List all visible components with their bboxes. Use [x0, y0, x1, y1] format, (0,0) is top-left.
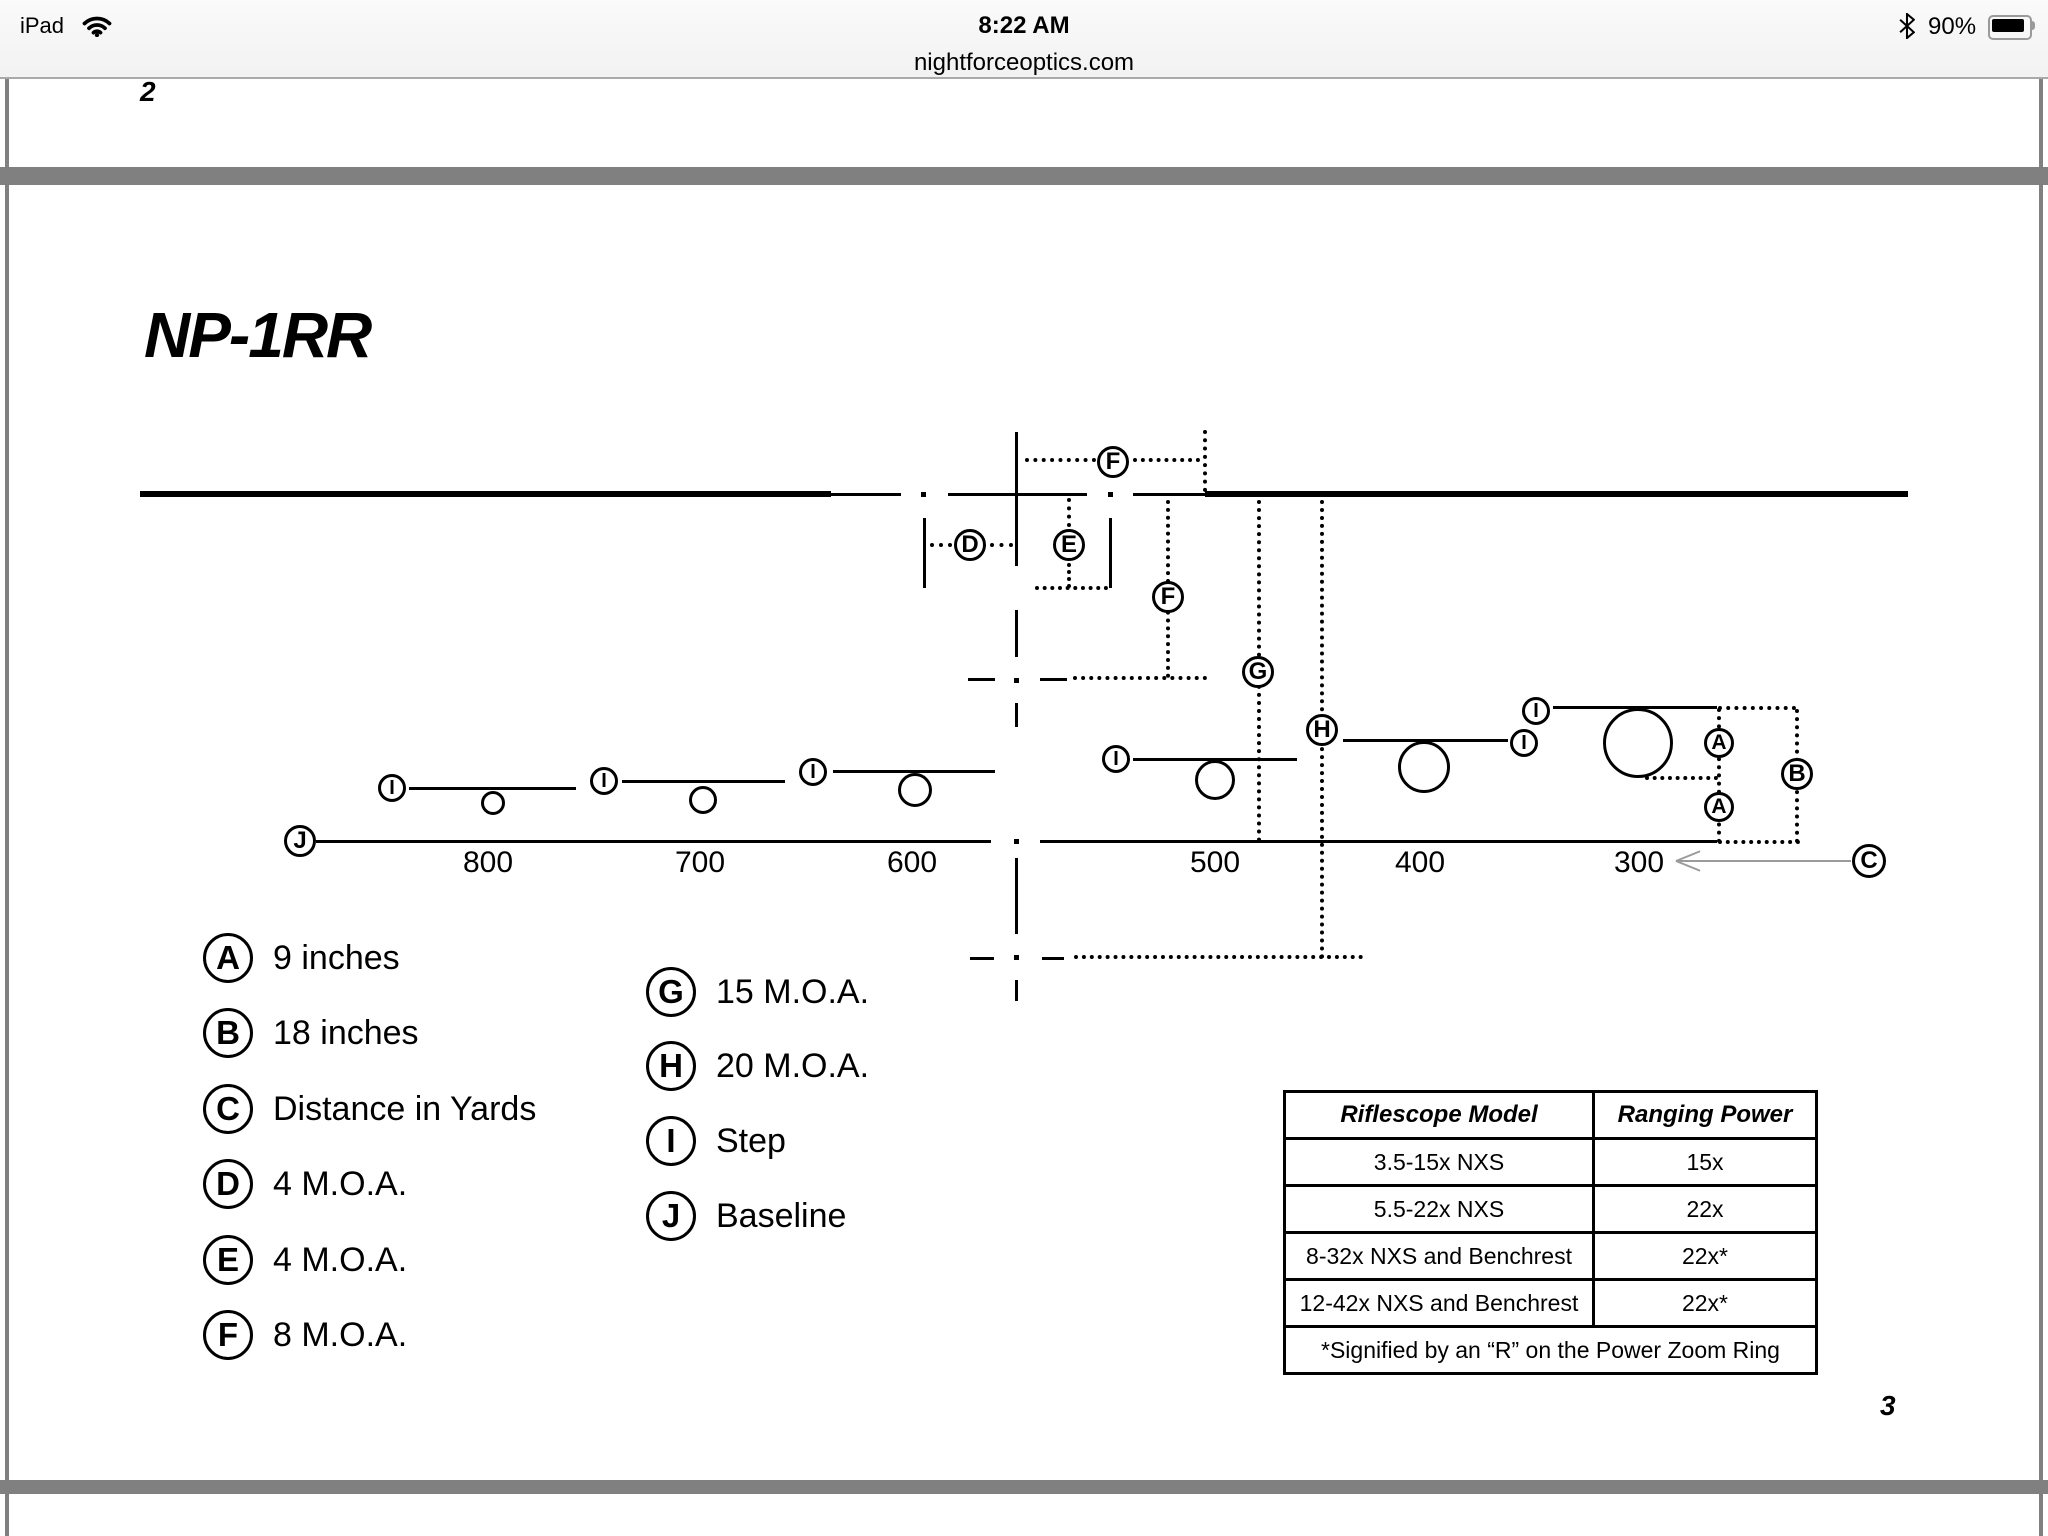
yard-label-500: 500: [1189, 846, 1241, 879]
vaxis-dot-baseline: [1014, 839, 1019, 844]
step-line-400: [1343, 739, 1508, 742]
thick-bar-left: [140, 491, 831, 497]
dash-8moa-left: [968, 678, 995, 681]
legend-key-a: A: [203, 933, 253, 983]
table-row: [1285, 1233, 1817, 1280]
vaxis-dot1: [1014, 678, 1019, 683]
vaxis-upper: [1015, 432, 1018, 566]
legend-item-g: [646, 967, 869, 1017]
thick-bar-right: [1205, 491, 1908, 497]
legend-item-i: [646, 1116, 786, 1166]
vaxis-tail: [1015, 980, 1018, 1001]
step-line-500: [1133, 758, 1297, 761]
callout-g: G: [1242, 656, 1274, 688]
yard-label-600: 600: [886, 846, 938, 879]
legend-label-j: Baseline: [716, 1196, 847, 1235]
dotted-e-bracket: [1035, 586, 1108, 590]
step-line-600: [833, 770, 995, 773]
table-cell-model: 5.5-22x NXS: [1285, 1186, 1594, 1233]
callout-i-800: I: [378, 774, 406, 802]
dotted-8moa-horizontal: [1073, 676, 1207, 680]
table-cell-power: 15x: [1594, 1139, 1817, 1186]
legend-item-a: [203, 933, 400, 983]
dotted-20moa-horizontal: [1074, 955, 1363, 959]
legend-item-j: [646, 1191, 846, 1241]
legend-item-d: [203, 1159, 407, 1209]
yard-label-800: 800: [462, 846, 514, 879]
legend-label-g: 15 M.O.A.: [716, 972, 870, 1011]
baseline-left: [316, 840, 991, 843]
url-bar[interactable]: nightforceoptics.com: [913, 49, 1135, 76]
legend-item-c: [203, 1084, 536, 1134]
legend-key-d: D: [203, 1159, 253, 1209]
legend-item-b: [203, 1008, 419, 1058]
dotted-f-top-left: [1025, 458, 1096, 462]
device-label: iPad: [20, 13, 65, 38]
e-bracket-post: [1109, 518, 1112, 588]
callout-h: H: [1306, 714, 1338, 746]
vaxis-seg2: [1015, 610, 1018, 657]
table-row: [1285, 1186, 1817, 1233]
d-bracket-post: [923, 518, 926, 588]
aim-circle-800: [481, 791, 505, 815]
legend-key-b: B: [203, 1008, 253, 1058]
dotted-bar-edge-mark: [1203, 430, 1207, 492]
page-title: NP-1RR: [144, 299, 371, 371]
clock: 8:22 AM: [978, 12, 1070, 39]
table-cell-model: 12-42x NXS and Benchrest: [1285, 1280, 1594, 1327]
legend-key-h: H: [646, 1041, 696, 1091]
callout-a-upper: A: [1704, 728, 1734, 758]
legend-key-j: J: [646, 1191, 696, 1241]
dotted-d-right: [990, 543, 1013, 547]
axis-dot-right: [1108, 492, 1113, 497]
callout-a-lower: A: [1704, 792, 1734, 822]
table-footnote: *Signified by an “R” on the Power Zoom Ring: [1285, 1327, 1817, 1374]
table-footnote-row: [1285, 1327, 1817, 1374]
axis-dot-left: [921, 492, 926, 497]
aim-circle-500: [1195, 760, 1235, 800]
axis-center-right: [1133, 493, 1205, 496]
callout-b: B: [1781, 758, 1813, 790]
callout-f-mid: F: [1152, 581, 1184, 613]
step-line-700: [622, 780, 785, 783]
legend-key-c: C: [203, 1084, 253, 1134]
legend-key-i: I: [646, 1116, 696, 1166]
callout-i-700: I: [590, 767, 618, 795]
legend-label-b: 18 inches: [273, 1013, 419, 1052]
callout-j: J: [284, 825, 316, 857]
table-cell-power: 22x*: [1594, 1280, 1817, 1327]
step-line-300: [1553, 706, 1717, 709]
aim-circle-600: [898, 773, 932, 807]
dash-20moa-left: [970, 957, 994, 960]
table-row: [1285, 1139, 1817, 1186]
callout-e: E: [1053, 529, 1085, 561]
table-cell-model: 3.5-15x NXS: [1285, 1139, 1594, 1186]
table-cell-power: 22x: [1594, 1186, 1817, 1233]
legend-label-h: 20 M.O.A.: [716, 1046, 870, 1085]
c-arrow-shaft: [1676, 860, 1851, 862]
dotted-d-left: [930, 543, 952, 547]
aim-circle-700: [689, 786, 717, 814]
battery-percent: 90%: [1928, 13, 1977, 40]
dotted-bracket-top: [1718, 706, 1796, 710]
yard-label-300: 300: [1613, 846, 1665, 879]
legend-key-e: E: [203, 1235, 253, 1285]
vaxis-seg3: [1015, 703, 1018, 727]
vaxis-dot2: [1014, 955, 1019, 960]
dotted-e-lower: [1067, 563, 1071, 588]
callout-f-top: F: [1097, 446, 1129, 478]
table-header-model: Riflescope Model: [1285, 1092, 1594, 1139]
table-cell-power: 22x*: [1594, 1233, 1817, 1280]
dash-8moa-right: [1040, 678, 1067, 681]
yard-label-700: 700: [674, 846, 726, 879]
dotted-f-top-right: [1133, 458, 1200, 462]
page-number-current: 3: [1880, 1390, 1896, 1421]
aim-circle-400: [1398, 741, 1450, 793]
step-line-800: [409, 787, 576, 790]
callout-i-400: I: [1510, 729, 1538, 757]
callout-c: C: [1852, 844, 1886, 878]
legend-item-h: [646, 1041, 869, 1091]
aim-circle-300: [1603, 708, 1673, 778]
legend-label-i: Step: [716, 1121, 786, 1160]
table-header-power: Ranging Power: [1594, 1092, 1817, 1139]
legend-key-f: F: [203, 1310, 253, 1360]
callout-i-600: I: [799, 758, 827, 786]
legend-item-e: [203, 1235, 407, 1285]
legend-label-a: 9 inches: [273, 938, 400, 977]
legend-label-c: Distance in Yards: [273, 1089, 537, 1128]
vaxis-seg4: [1015, 858, 1018, 934]
dotted-bracket-mid: [1645, 776, 1718, 780]
legend-key-g: G: [646, 967, 696, 1017]
dash-20moa-right: [1042, 957, 1064, 960]
legend-label-f: 8 M.O.A.: [273, 1315, 408, 1354]
dotted-e-upper: [1067, 498, 1071, 527]
legend-label-e: 4 M.O.A.: [273, 1240, 408, 1279]
callout-i-500: I: [1102, 745, 1130, 773]
baseline-right: [1040, 840, 1717, 843]
callout-i-300: I: [1522, 697, 1550, 725]
legend-item-f: [203, 1310, 407, 1360]
callout-d: D: [954, 529, 986, 561]
dotted-bracket-bottom: [1718, 840, 1800, 844]
legend-label-d: 4 M.O.A.: [273, 1164, 408, 1203]
page-number-previous: 2: [140, 76, 156, 107]
axis-thin-left: [831, 493, 901, 496]
riflescope-table: [1283, 1090, 1818, 1375]
table-row: [1285, 1280, 1817, 1327]
table-header-row: [1285, 1092, 1817, 1139]
yard-label-400: 400: [1394, 846, 1446, 879]
table-cell-model: 8-32x NXS and Benchrest: [1285, 1233, 1594, 1280]
